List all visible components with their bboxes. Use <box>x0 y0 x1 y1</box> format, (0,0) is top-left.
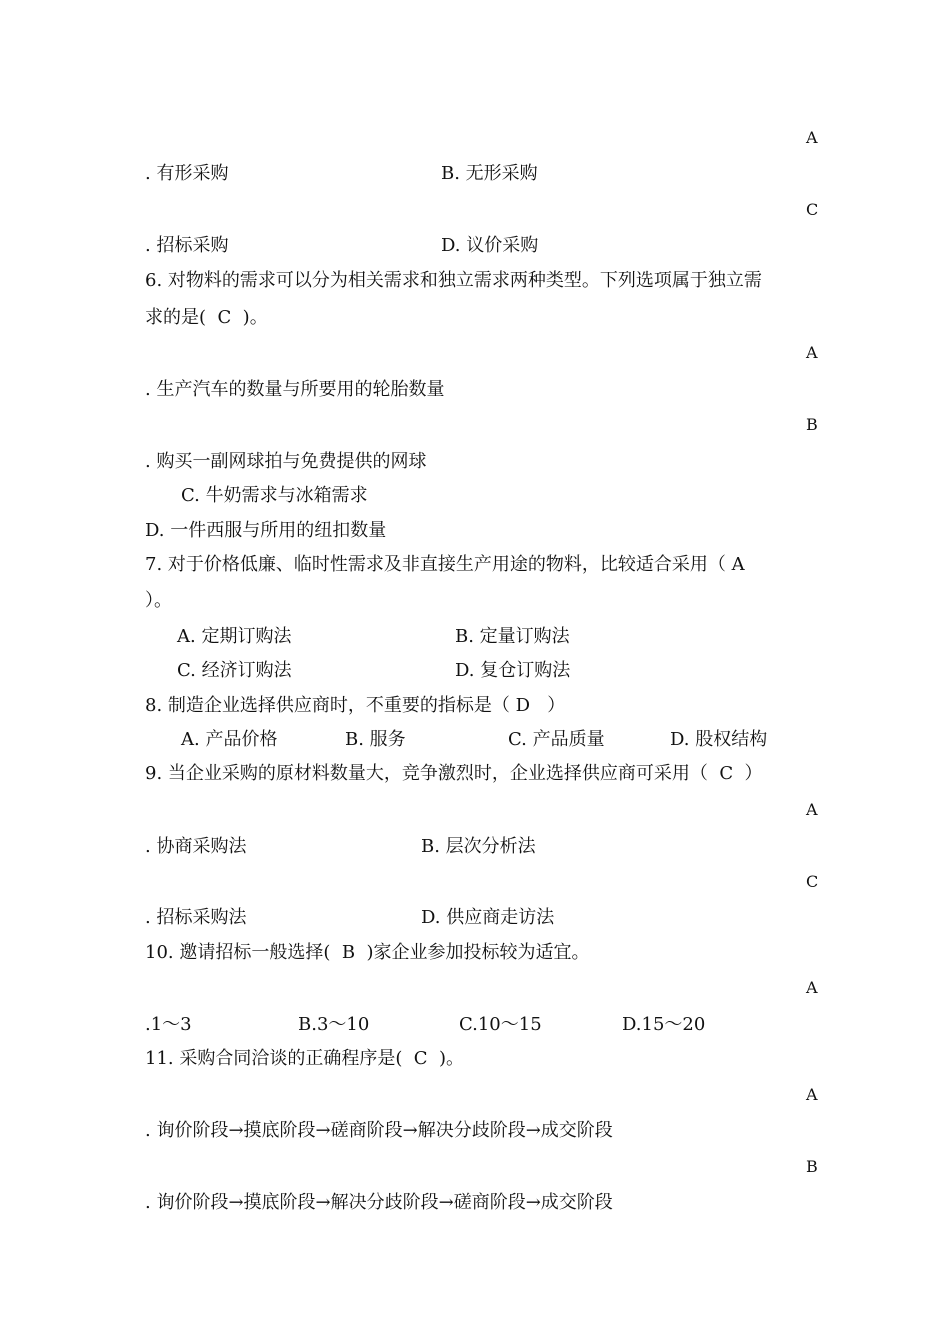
q9-option-b: B. 层次分析法 <box>421 836 536 857</box>
q6-option-c: C. 牛奶需求与冰箱需求 <box>181 485 368 506</box>
q8-option-a: A. 产品价格 <box>181 729 278 750</box>
q9-stem: 9. 当企业采购的原材料数量大，竞争激烈时，企业选择供应商可采用（ C ） <box>145 763 763 784</box>
q11-marker-b: B <box>806 1157 818 1176</box>
q10-option-d: D.15～20 <box>622 1014 706 1035</box>
q11-marker-a: A <box>806 1085 818 1104</box>
q9-option-a: . 协商采购法 <box>145 836 247 857</box>
q5-option-b: B. 无形采购 <box>441 163 538 184</box>
q8-option-d: D. 股权结构 <box>670 729 768 750</box>
q9-marker-c: C <box>806 872 819 891</box>
q9-option-d: D. 供应商走访法 <box>421 907 555 928</box>
q5-option-a: . 有形采购 <box>145 163 229 184</box>
q6-option-d: D. 一件西服与所用的纽扣数量 <box>145 520 387 541</box>
q7-option-c: C. 经济订购法 <box>177 660 292 681</box>
q6-stem-line2: 求的是( C )。 <box>145 307 268 328</box>
q7-stem-line1: 7. 对于价格低廉、临时性需求及非直接生产用途的物料，比较适合采用（ A <box>145 554 745 575</box>
q10-option-a: .1～3 <box>145 1014 192 1035</box>
q6-marker-a: A <box>806 343 818 362</box>
q8-stem: 8. 制造企业选择供应商时，不重要的指标是（ D ） <box>145 695 566 716</box>
q5-marker-a: A <box>806 128 818 147</box>
q10-option-b: B.3～10 <box>298 1014 370 1035</box>
q5-option-c: . 招标采购 <box>145 235 229 256</box>
q11-option-b: . 询价阶段→摸底阶段→解决分歧阶段→磋商阶段→成交阶段 <box>145 1192 613 1213</box>
q6-stem-line1: 6. 对物料的需求可以分为相关需求和独立需求两种类型。下列选项属于独立需 <box>145 270 762 291</box>
q9-marker-a: A <box>806 800 818 819</box>
q7-option-d: D. 复仓订购法 <box>455 660 571 681</box>
q8-option-c: C. 产品质量 <box>508 729 605 750</box>
q6-option-b: . 购买一副网球拍与免费提供的网球 <box>145 451 427 472</box>
q7-stem-line2: ）。 <box>145 590 172 611</box>
q9-option-c: . 招标采购法 <box>145 907 247 928</box>
q11-option-a: . 询价阶段→摸底阶段→磋商阶段→解决分歧阶段→成交阶段 <box>145 1120 613 1141</box>
q6-marker-b: B <box>806 415 818 434</box>
q10-stem: 10. 邀请招标一般选择( B )家企业参加投标较为适宜。 <box>145 942 590 963</box>
q11-stem: 11. 采购合同洽谈的正确程序是( C )。 <box>145 1048 465 1069</box>
q7-option-a: A. 定期订购法 <box>177 626 292 647</box>
q5-marker-c: C <box>806 200 819 219</box>
q10-option-c: C.10～15 <box>459 1014 542 1035</box>
q10-marker-a: A <box>806 978 818 997</box>
q6-option-a: . 生产汽车的数量与所要用的轮胎数量 <box>145 379 445 400</box>
q5-option-d: D. 议价采购 <box>441 235 539 256</box>
q7-option-b: B. 定量订购法 <box>455 626 570 647</box>
q8-option-b: B. 服务 <box>345 729 406 750</box>
